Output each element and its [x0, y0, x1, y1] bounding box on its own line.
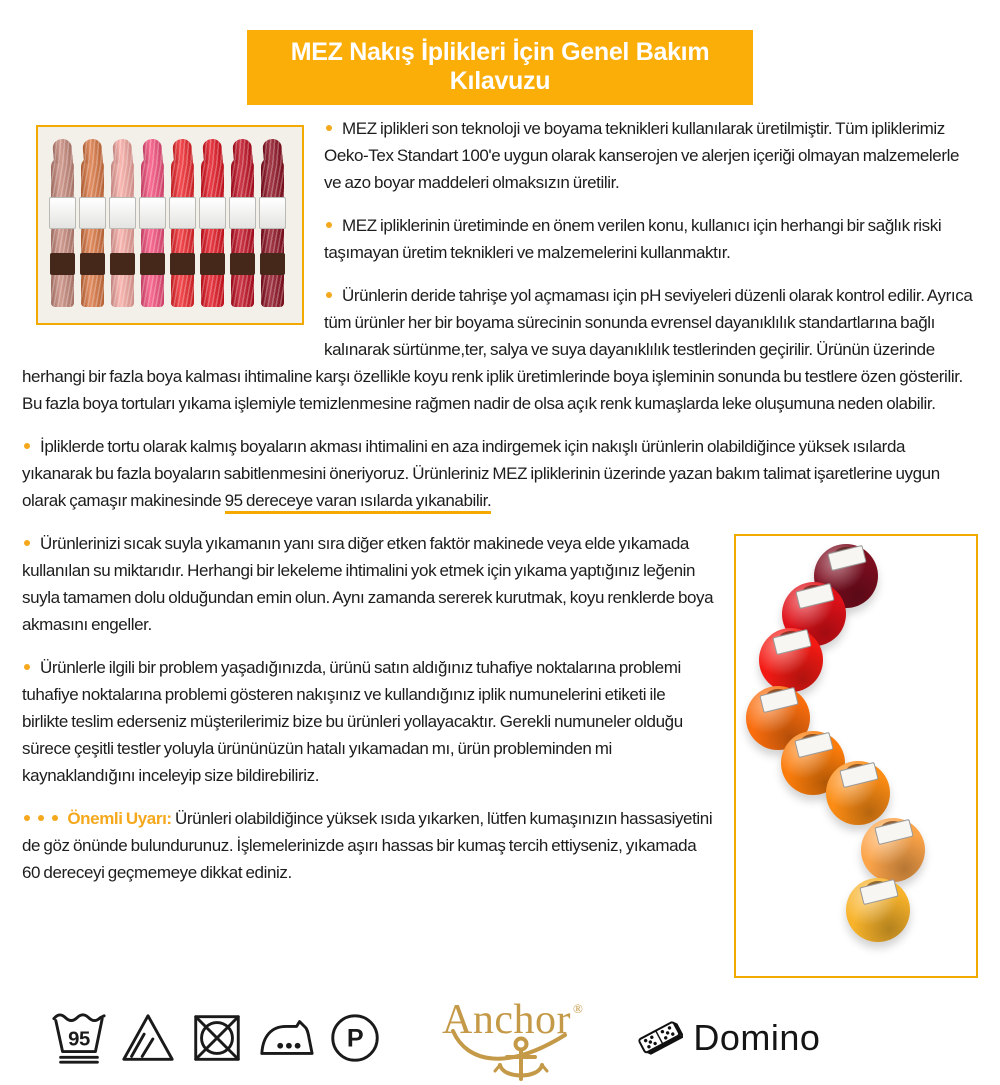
warning-label: Önemli Uyarı:	[67, 809, 172, 828]
machine-wash-95-icon	[50, 1007, 108, 1069]
paragraph-text: Ürünlerinizi sıcak suyla yıkamanın yanı sıra diğer etken faktör makinede veya elde yıkamada kullanılan su miktarıdır. Herhangi bir lekeleme ihtimalini yok etmek için yıkama yaptığınız leğenin suyla tamamen dolu olduğundan emin olun. Aynı zamanda sererek kurutmak, koyu renklerde boya akmasını engeller.	[22, 534, 714, 634]
domino-logo	[635, 1015, 820, 1061]
thread-skein	[171, 157, 194, 307]
thread-skein	[51, 157, 74, 307]
bullet-dot	[24, 815, 30, 821]
anchor-logo-text	[442, 990, 584, 1043]
thread-skeins-photo	[36, 125, 304, 325]
skein-tuft	[232, 138, 253, 164]
paragraph-text: İpliklerde tortu olarak kalmış boyaların akması ihtimalini en aza indirgemek için nakışlı ürünlerin olabildiğince yüksek ısılarda yıkanarak bu fazla boyaların sabitlenmesini öneriyoruz. Ürünleriniz MEZ ipliklerinin üzerinde yazan bakım talimat işaretlerine uygun olarak çamaşır makinesinde	[22, 437, 940, 510]
page-title: MEZ Nakış İplikleri İçin Genel Bakım Kılavuzu	[247, 30, 753, 105]
thread-skein	[201, 157, 224, 307]
skein-tuft	[202, 138, 223, 164]
thread-skein	[261, 157, 284, 307]
bullet-dot	[24, 443, 30, 449]
paragraph-text: Ürünlerle ilgili bir problem yaşadığınızda, ürünü satın aldığınız tuhafiye noktalarına problemi tuhafiye noktalarına problemi gösteren nakışınız ve kullandığınız iplik numunelerini etiketi ile birlikte teslim ederseniz müşterilerimiz bize bu ürünleri yollayacaktır. Gerekli numuneler olduğu sürece çeşitli testler yoluyla ürününüzün hatalı yıkamadan mı, ürün probleminden mi kaynaklandığını inceleyip size bildirebiliriz.	[22, 658, 683, 785]
bullet-dot	[326, 125, 332, 131]
bleach-triangle-icon	[119, 1007, 177, 1069]
thread-skein	[231, 157, 254, 307]
bullet-dot	[38, 815, 44, 821]
bullet-dot	[326, 292, 332, 298]
do-not-tumble-dry-icon	[188, 1007, 246, 1069]
skein-tuft	[82, 138, 103, 164]
care-guide-content	[0, 115, 1000, 1085]
yarn-ball	[846, 878, 910, 942]
bullet-dot	[24, 540, 30, 546]
yarn-ball	[759, 628, 823, 692]
dry-clean-letter: P	[346, 1024, 364, 1053]
thread-skein	[111, 157, 134, 307]
dry-clean-p-icon	[326, 1007, 384, 1069]
paragraph-text: Ürünlerin deride tahrişe yol açmaması için pH seviyeleri düzenli olarak kontrol edilir. Ayrıca tüm ürünler her bir boyama sürecinin sonunda evrensel dayanıklılık standartlarına bağlı kalınarak sürtünme,ter, salya ve suya dayanıklılık testlerinden geçirilir. Ürünün üzerinde herhangi bir fazla boya kalması ihtimaline karşı özellikle koyu renk iplik üretimlerinde boya işleminin sonunda bu testlere özen gösterilir. Bu fazla boya tortuları yıkama işlemiyle temizlenmesine rağmen nadir de olsa açık renk kumaşlarda leke oluşumuna neden olabilir.	[22, 286, 973, 413]
paragraph-text: MEZ ipliklerinin üretiminde en önem verilen konu, kullanıcı için herhangi bir sağlık riski taşımayan üretim teknikleri ve malzemelerini kullanmaktır.	[324, 216, 942, 262]
registered-mark: ®	[572, 1001, 584, 1016]
care-symbols-row	[50, 1007, 384, 1069]
skein-tuft	[172, 138, 193, 164]
anchor-logo	[442, 990, 583, 1085]
yarn-balls-photo	[734, 534, 978, 978]
thread-skein	[141, 157, 164, 307]
bullet-dot	[24, 664, 30, 670]
yarn-ball	[861, 818, 925, 882]
bullet-dot	[326, 222, 332, 228]
paragraph-text: MEZ iplikleri son teknoloji ve boyama teknikleri kullanılarak üretilmiştir. Tüm ipliklerimiz Oeko-Tex Standart 100'e uygun olarak kanserojen ve alerjen içeriği olmayan malzemelerle ve azo boyar maddeleri olmaksızın üretilir.	[324, 119, 960, 192]
skein-tuft	[142, 138, 163, 164]
skein-tuft	[112, 138, 133, 164]
underlined-wash-temperature-text: 95 dereceye varan ısılarda yıkanabilir.	[225, 491, 492, 514]
thread-skein	[81, 157, 104, 307]
bullet-dot	[52, 815, 58, 821]
anchor-wordmark: Anchor	[442, 997, 571, 1043]
yarn-ball	[826, 761, 890, 825]
bullet-paragraph-4	[22, 433, 978, 514]
skein-tuft	[52, 138, 73, 164]
footer	[50, 990, 821, 1085]
domino-logo-text: Domino	[693, 1017, 821, 1058]
domino-icon	[635, 1015, 683, 1061]
wash-temp-label: 95	[68, 1028, 90, 1051]
iron-high-heat-icon	[257, 1007, 315, 1069]
warning-text: Ürünleri olabildiğince yüksek ısıda yıkarken, lütfen kumaşınızın hassasiyetini de göz önünde bulundurunuz. İşlemelerinizde aşırı hassas bir kumaş tercih ettiyseniz, yıkamada 60 dereceyi geçmemeye dikkat ediniz.	[22, 809, 713, 882]
skein-tuft	[262, 138, 283, 164]
